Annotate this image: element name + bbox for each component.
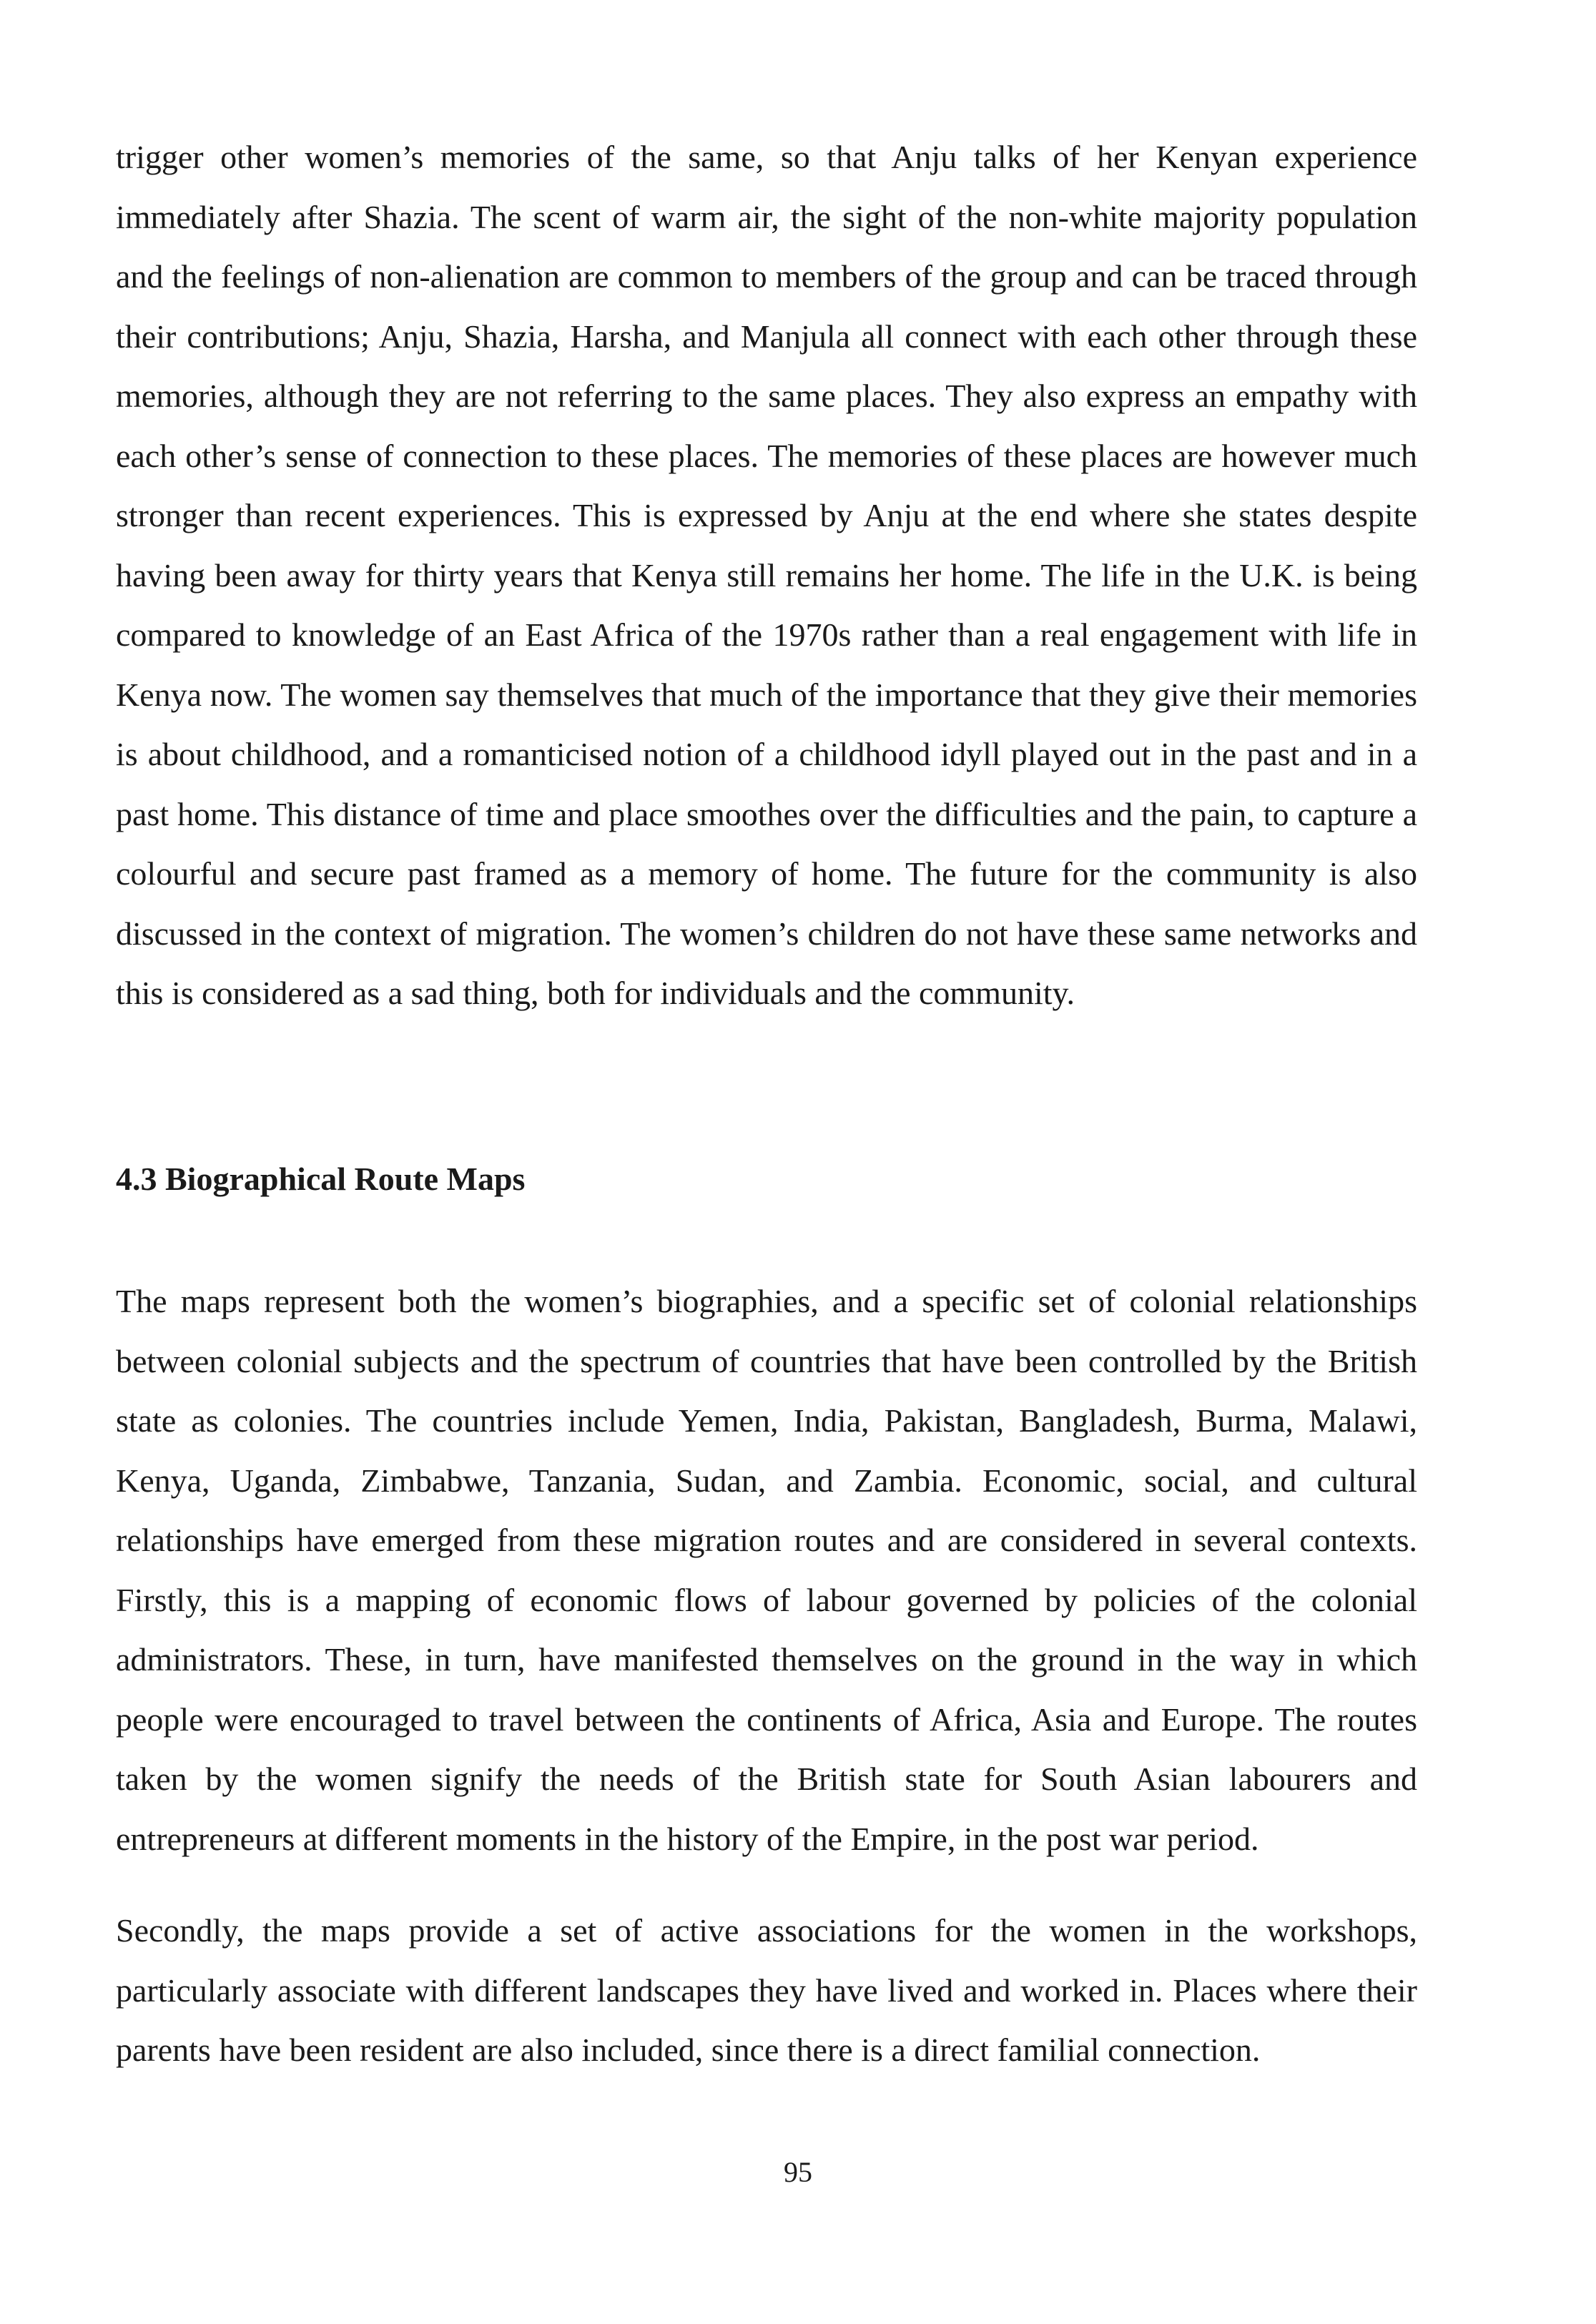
page-number: 95	[784, 2156, 812, 2188]
body-paragraph-1: trigger other women’s memories of the same, so that Anju talks of her Kenyan experience immediately after Shazia. The scent of warm air, the sight of the non-white majority population and the feelings of non-alienation are common to members of the group and can be traced through their contributions; Anju, Shazia, Harsha, and Manjula all connect with each other through these memories, although they are not referring to the same places. They also express an empathy with each other’s sense of connection to these places. The memories of these places are however much stronger than recent experiences. This is expressed by Anju at the end where she states despite having been away for thirty years that Kenya still remains her home. The life in the U.K. is being compared to knowledge of an East Africa of the 1970s rather than a real engagement with life in Kenya now. The women say themselves that much of the importance that they give their memories is about childhood, and a romanticised notion of a childhood idyll played out in the past and in a past home. This distance of time and place smoothes over the difficulties and the pain, to capture a colourful and secure past framed as a memory of home. The future for the community is also discussed in the context of migration. The women’s children do not have these same networks and this is considered as a sad thing, both for individuals and the community.	[116, 139, 1417, 1011]
document-page	[116, 127, 1417, 2068]
section-heading: 4.3 Biographical Route Maps	[116, 1161, 526, 1197]
body-paragraph-3: Secondly, the maps provide a set of active associations for the women in the workshops, particularly associate with different landscapes they have lived and worked in. Places where their parents have been resident are also included, since there is a direct familial connection.	[116, 1912, 1417, 2068]
body-paragraph-2: The maps represent both the women’s biographies, and a specific set of colonial relationships between colonial subjects and the spectrum of countries that have been controlled by the British state as colonies. The countries include Yemen, India, Pakistan, Bangladesh, Burma, Malawi, Kenya, Uganda, Zimbabwe, Tanzania, Sudan, and Zambia. Economic, social, and cultural relationships have emerged from these migration routes and are considered in several contexts. Firstly, this is a mapping of economic flows of labour governed by policies of the colonial administrators. These, in turn, have manifested themselves on the ground in the way in which people were encouraged to travel between the continents of Africa, Asia and Europe. The routes taken by the women signify the needs of the British state for South Asian labourers and entrepreneurs at different moments in the history of the Empire, in the post war period.	[116, 1283, 1417, 1857]
